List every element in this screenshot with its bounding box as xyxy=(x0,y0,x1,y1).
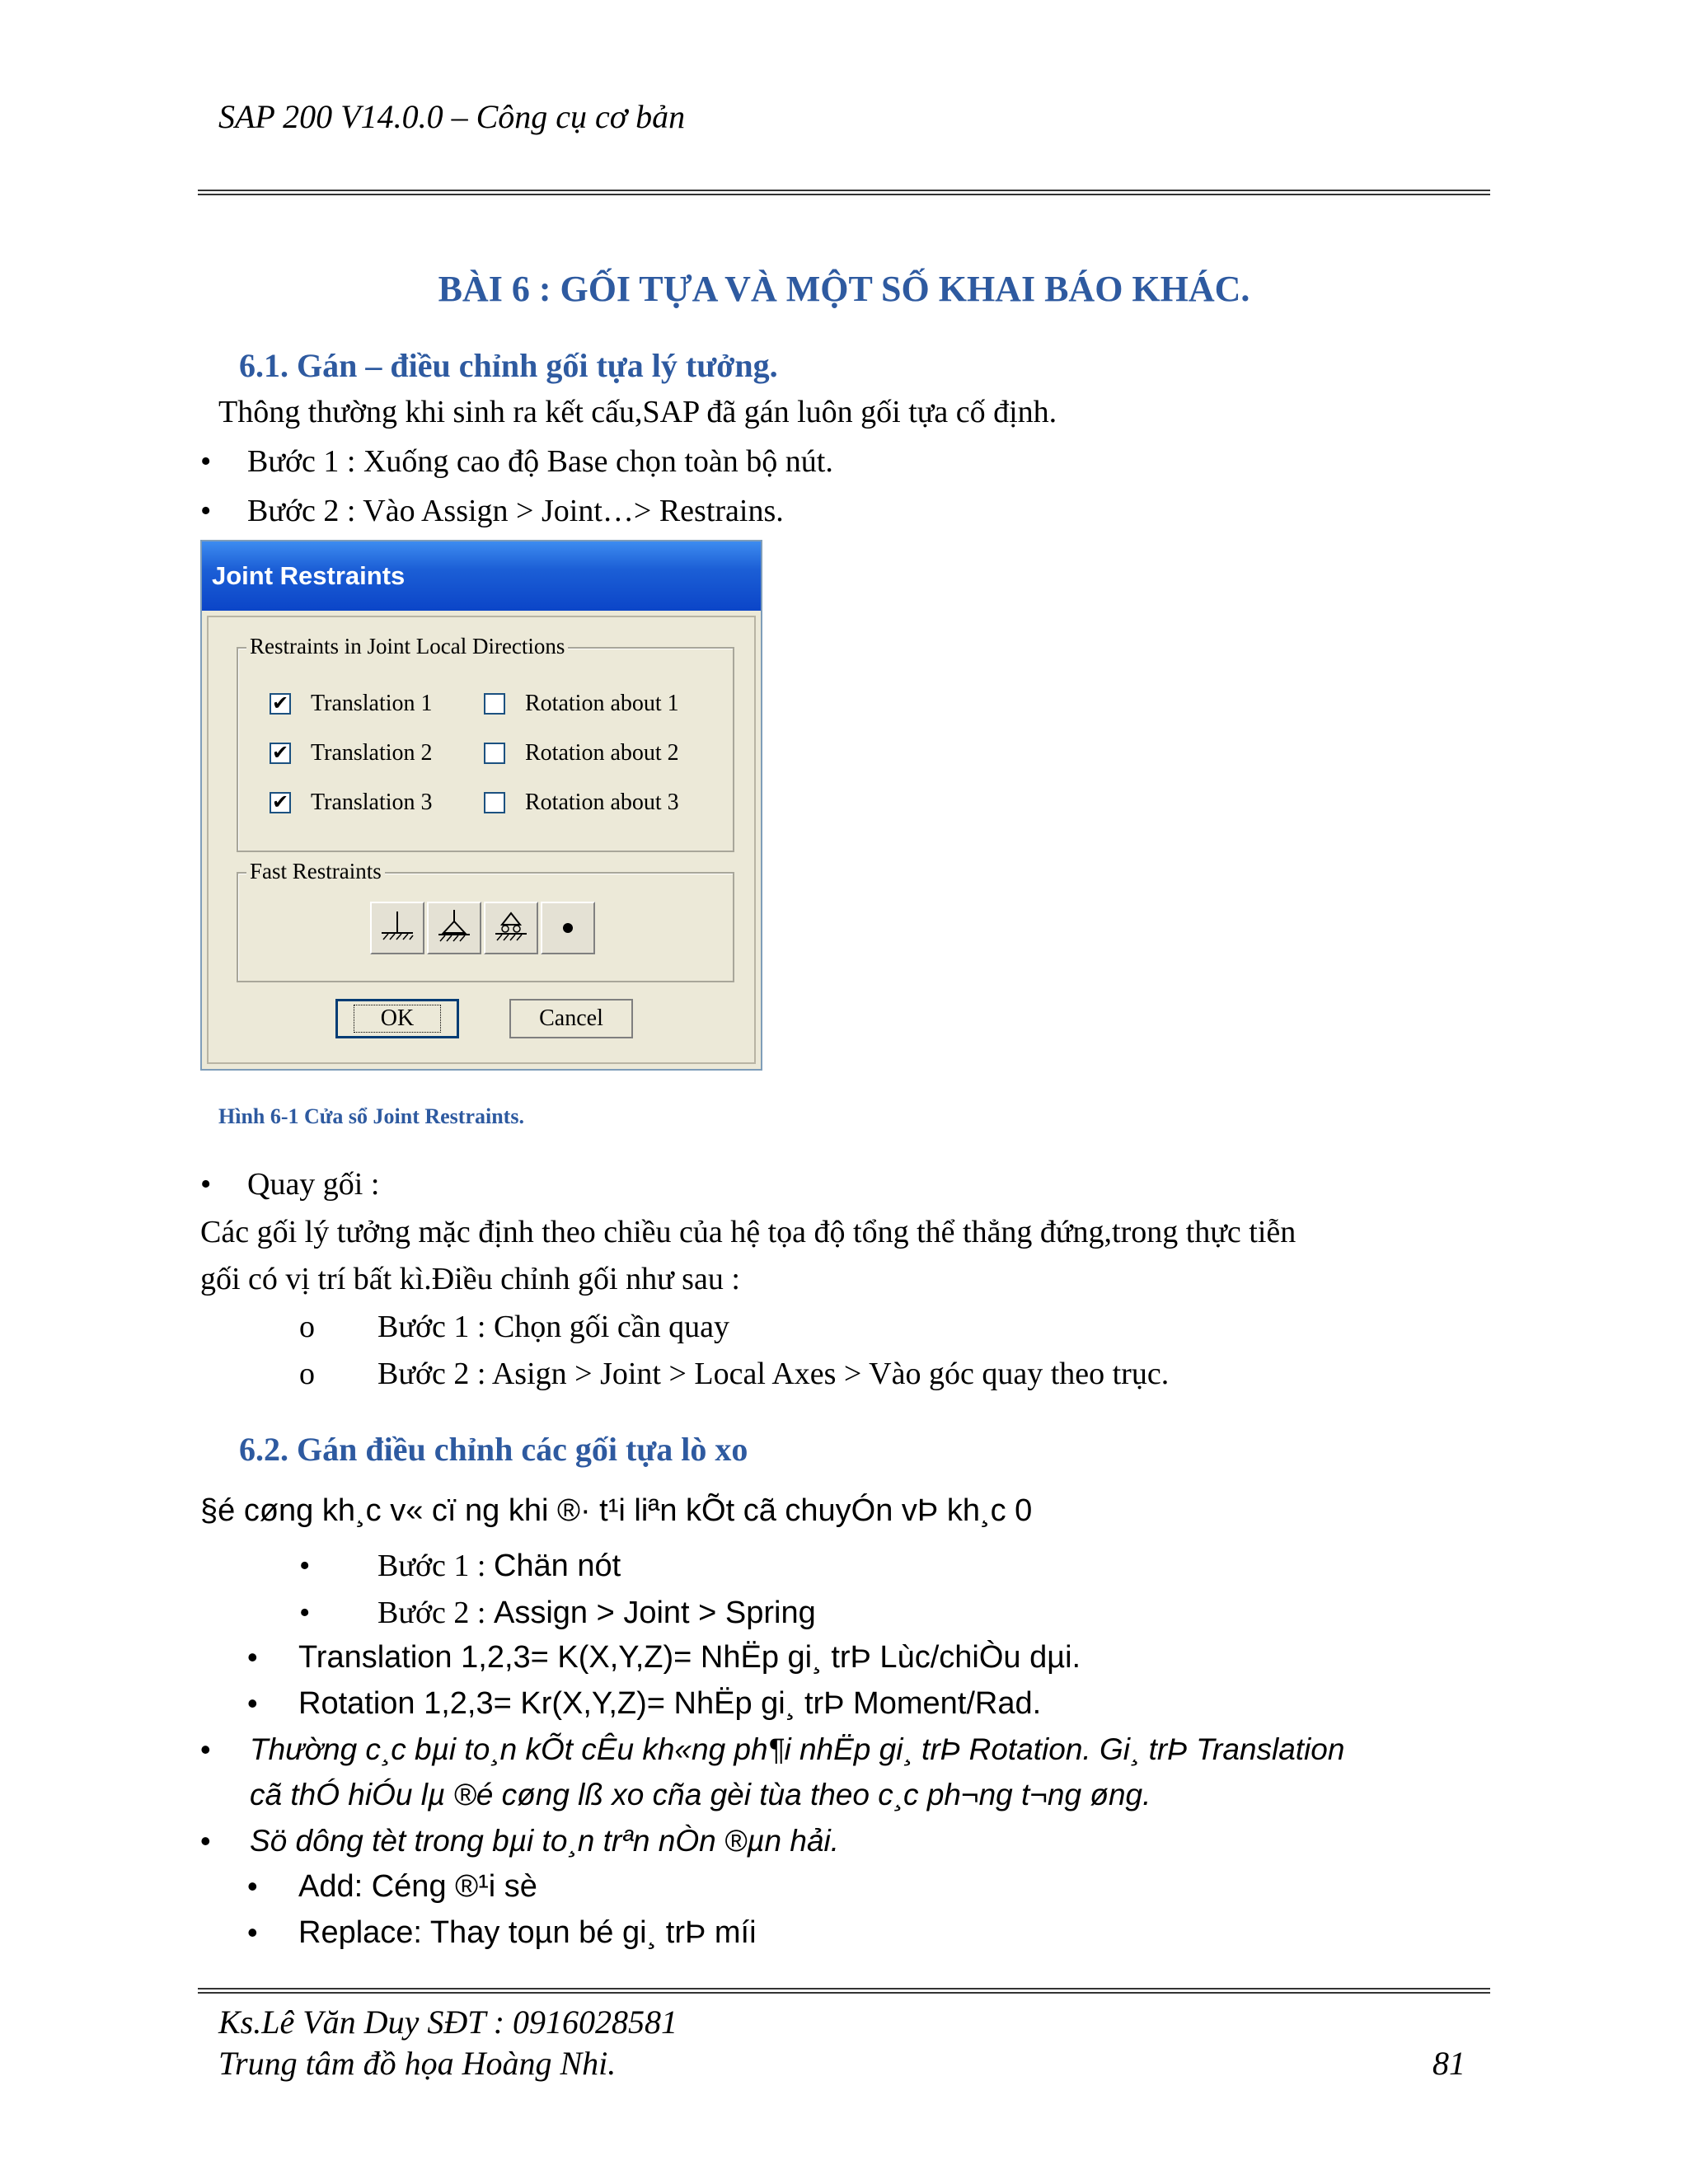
header-divider xyxy=(198,190,1490,195)
bullet-icon: • xyxy=(299,1549,311,1583)
note-1-line-2: cã thÓ hiÓu lµ ®é cøng lß xo cña gèi tùa theo c¸c ph¬ng t¬ng øng. xyxy=(250,1778,1151,1811)
pinned-support-icon xyxy=(429,903,480,953)
section-heading-6-1: 6.1. Gán – điều chỉnh gối tựa lý tưởng. xyxy=(239,347,778,384)
footer-divider xyxy=(198,1988,1490,1994)
free-joint-dot-icon xyxy=(542,903,593,953)
checkbox-unchecked-icon[interactable] xyxy=(484,693,505,715)
ok-button[interactable] xyxy=(335,999,459,1038)
checkbox-unchecked-icon[interactable] xyxy=(484,743,505,764)
circle-bullet-icon: o xyxy=(299,1310,315,1344)
add-option-line: Add: Céng ®¹i sè xyxy=(298,1869,537,1904)
translation-2-row[interactable] xyxy=(270,740,433,766)
spring-step-1-prefix: Bước 1 : xyxy=(377,1549,494,1583)
spring-rotation-line: Rotation 1,2,3= Kr(X,Y,Z)= NhËp gi¸ trÞ Moment/Rad. xyxy=(298,1686,1042,1721)
spring-intro-line: §é cøng kh¸c v« cï ng khi ®· t¹i liªn kÕt cã chuyÓn vÞ kh¸c 0 xyxy=(200,1493,1033,1528)
restraints-group-label: Restraints in Joint Local Directions xyxy=(246,634,568,659)
checkbox-unchecked-icon[interactable] xyxy=(484,792,505,813)
rotation-1-label: Rotation about 1 xyxy=(525,691,679,716)
fast-restraints-label: Fast Restraints xyxy=(246,859,385,884)
spring-step-1 xyxy=(377,1548,621,1584)
bullet-icon: • xyxy=(200,444,212,479)
footer-center-name: Trung tâm đồ họa Hoàng Nhi. xyxy=(218,2045,617,2082)
bullet-icon: • xyxy=(200,1824,211,1858)
rotate-bullet-text: Quay gối : xyxy=(247,1167,380,1202)
figure-caption: Hình 6-1 Cửa sổ Joint Restraints. xyxy=(218,1104,524,1128)
roller-support-button[interactable] xyxy=(484,902,538,954)
rotate-paragraph-line-1: Các gối lý tưởng mặc định theo chiều của hệ tọa độ tổng thể thẳng đứng,trong thực tiễn xyxy=(200,1215,1296,1249)
fixed-support-icon xyxy=(372,903,423,953)
dialog-title: Joint Restraints xyxy=(202,541,761,611)
spring-step-2 xyxy=(377,1595,816,1631)
rotation-2-label: Rotation about 2 xyxy=(525,740,679,766)
translation-3-row[interactable] xyxy=(270,790,433,816)
bullet-icon: • xyxy=(247,1869,258,1903)
checkbox-checked-icon[interactable]: ✔ xyxy=(270,693,291,715)
step-2-text: Bước 2 : Vào Assign > Joint…> Restrains. xyxy=(247,494,784,528)
rotation-3-row[interactable] xyxy=(484,790,679,816)
free-joint-button[interactable] xyxy=(541,902,595,954)
step-1-text: Bước 1 : Xuống cao độ Base chọn toàn bộ nút. xyxy=(247,444,833,479)
rotation-3-label: Rotation about 3 xyxy=(525,790,679,815)
translation-1-label: Translation 1 xyxy=(311,691,433,716)
section-intro: Thông thường khi sinh ra kết cấu,SAP đã gán luôn gối tựa cố định. xyxy=(218,395,1057,429)
fixed-support-button[interactable] xyxy=(370,902,424,954)
cancel-label: Cancel xyxy=(539,1005,603,1031)
lesson-title: BÀI 6 : GỐI TỰA VÀ MỘT SỐ KHAI BÁO KHÁC. xyxy=(438,269,1250,309)
spring-step-2-rest: Assign > Joint > Spring xyxy=(493,1596,816,1630)
bullet-icon: • xyxy=(200,494,212,528)
bullet-icon: • xyxy=(200,1167,212,1202)
translation-1-row[interactable] xyxy=(270,691,433,717)
translation-2-label: Translation 2 xyxy=(311,740,433,766)
rotate-sub-step-2: Bước 2 : Asign > Joint > Local Axes > Vào góc quay theo trục. xyxy=(377,1357,1170,1391)
page-number: 81 xyxy=(1432,2045,1465,2082)
bullet-icon: • xyxy=(200,1732,211,1766)
rotate-sub-step-1: Bước 1 : Chọn gối cần quay xyxy=(377,1310,729,1344)
note-1-line-1: Thường c¸c bµi to¸n kÕt cÊu kh«ng ph¶i nhËp gi¸ trÞ Rotation. Gi¸ trÞ Translation xyxy=(250,1732,1345,1766)
rotation-2-row[interactable] xyxy=(484,740,679,766)
spring-step-2-prefix: Bước 2 : xyxy=(377,1596,494,1630)
bullet-icon: • xyxy=(247,1915,258,1949)
footer-author: Ks.Lê Văn Duy SĐT : 0916028581 xyxy=(218,2004,678,2041)
note-2-line: Sö dông tèt trong bµi to¸n trªn nÒn ®µn hải. xyxy=(250,1824,840,1858)
checkbox-checked-icon[interactable]: ✔ xyxy=(270,743,291,764)
spring-translation-line: Translation 1,2,3= K(X,Y,Z)= NhËp gi¸ trÞ Lùc/chiÒu dµi. xyxy=(298,1640,1081,1675)
cancel-button[interactable] xyxy=(509,999,633,1038)
bullet-icon: • xyxy=(299,1596,311,1630)
pinned-support-button[interactable] xyxy=(427,902,481,954)
rotation-1-row[interactable] xyxy=(484,691,679,717)
spring-step-1-rest: Chän nót xyxy=(493,1549,621,1583)
rotate-paragraph-line-2: gối có vị trí bất kì.Điều chỉnh gối như sau : xyxy=(200,1262,740,1296)
translation-3-label: Translation 3 xyxy=(311,790,433,815)
bullet-icon: • xyxy=(247,1640,258,1674)
ok-label: OK xyxy=(354,1005,441,1033)
section-heading-6-2: 6.2. Gán điều chỉnh các gối tựa lò xo xyxy=(239,1431,748,1468)
replace-option-line: Replace: Thay toµn bé gi¸ trÞ míi xyxy=(298,1915,757,1950)
running-header: SAP 200 V14.0.0 – Công cụ cơ bản xyxy=(218,98,686,135)
checkbox-checked-icon[interactable]: ✔ xyxy=(270,792,291,813)
roller-support-icon xyxy=(485,903,537,953)
bullet-icon: • xyxy=(247,1686,258,1720)
circle-bullet-icon: o xyxy=(299,1357,315,1391)
